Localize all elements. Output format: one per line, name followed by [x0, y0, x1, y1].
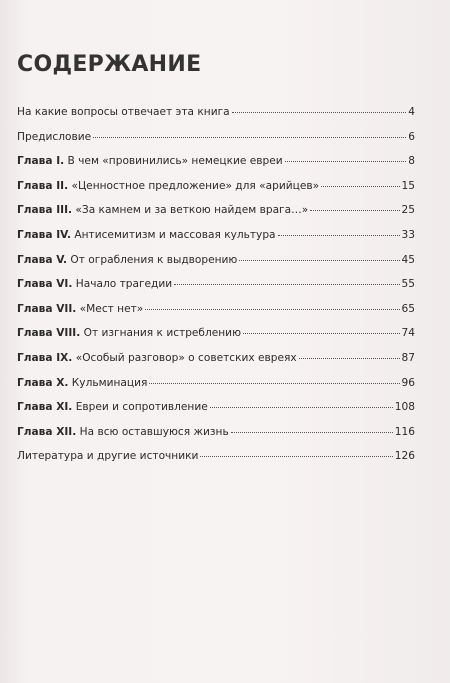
page-number: 6	[408, 130, 415, 143]
chapter-title: Евреи и сопротивление	[72, 401, 208, 414]
chapter-title: «Особый разговор» о советских евреях	[72, 351, 297, 364]
toc-entry	[17, 278, 415, 303]
page-number: 87	[401, 351, 415, 364]
page-number: 74	[401, 327, 415, 340]
chapter-title: В чем «провинились» немецкие евреи	[64, 155, 283, 168]
toc-entry	[17, 401, 415, 426]
chapter-number: Глава VIII.	[17, 327, 81, 340]
chapter-title: «Ценностное предложение» для «арийцев»	[68, 179, 320, 192]
dot-leader	[174, 284, 399, 285]
toc-entry-text	[17, 229, 276, 241]
page-number: 55	[401, 278, 415, 291]
toc-entry-text	[17, 352, 297, 364]
toc-entry-text	[17, 327, 241, 339]
dot-leader	[200, 456, 392, 457]
chapter-number: Глава III.	[17, 204, 73, 217]
chapter-title: На какие вопросы отвечает эта книга	[17, 106, 230, 118]
chapter-number: Глава XII.	[17, 425, 77, 438]
toc-entry	[17, 327, 415, 352]
toc-entry	[17, 303, 415, 328]
dot-leader	[232, 112, 407, 113]
chapter-number: Глава IV.	[17, 228, 71, 241]
toc-entry	[17, 155, 415, 180]
dot-leader	[299, 358, 400, 359]
toc-entry	[17, 352, 415, 377]
chapter-title: Предисловие	[17, 130, 92, 143]
dot-leader	[310, 210, 399, 211]
toc-entry-text	[17, 155, 283, 167]
page-number: 4	[408, 106, 415, 118]
chapter-number: Глава V.	[17, 253, 68, 266]
dot-leader	[210, 407, 393, 408]
page-number: 25	[401, 204, 415, 217]
toc-entry	[17, 377, 415, 402]
toc-entry	[17, 426, 415, 451]
toc-entry-text	[17, 450, 198, 462]
chapter-title: Антисемитизм и массовая культура	[71, 228, 276, 241]
toc-entry-text	[17, 377, 147, 389]
toc-entry	[17, 254, 415, 279]
chapter-title: От изгнания к истреблению	[80, 327, 241, 340]
dot-leader	[231, 432, 393, 433]
chapter-number: Глава I.	[17, 155, 65, 168]
toc-entry-text	[17, 426, 229, 438]
toc-entry-text	[17, 180, 319, 192]
chapter-title: Кульминация	[68, 376, 148, 389]
toc-entry	[17, 229, 415, 254]
page-number: 116	[394, 425, 415, 438]
dot-leader	[239, 260, 399, 261]
chapter-number: Глава XI.	[17, 401, 73, 414]
toc-entry-text	[17, 401, 208, 413]
dot-leader	[321, 186, 399, 187]
toc-entry-text	[17, 278, 172, 290]
chapter-number: Глава VI.	[17, 278, 73, 291]
page-number: 45	[401, 253, 415, 266]
chapter-title: На всю оставшуюся жизнь	[76, 425, 229, 438]
chapter-title: «За камнем и за веткою найдем врага…»	[72, 204, 309, 217]
dot-leader	[93, 137, 406, 138]
dot-leader	[243, 333, 400, 334]
chapter-number: Глава X.	[17, 376, 69, 389]
toc-entry-text	[17, 303, 143, 315]
dot-leader	[145, 309, 399, 310]
page-number: 96	[401, 376, 415, 389]
toc-entry	[17, 106, 415, 131]
toc-entry	[17, 204, 415, 229]
contents-heading: СОДЕРЖАНИЕ	[17, 52, 202, 77]
chapter-number: Глава VII.	[17, 302, 77, 315]
chapter-number: Глава IX.	[17, 351, 73, 364]
page-number: 15	[401, 179, 415, 192]
dot-leader	[285, 161, 407, 162]
table-of-contents	[17, 106, 415, 475]
page-number: 126	[394, 450, 415, 463]
page-number: 108	[394, 401, 415, 414]
chapter-title: «Мест нет»	[76, 302, 144, 315]
toc-entry-text	[17, 254, 237, 266]
dot-leader	[278, 235, 400, 236]
chapter-title: Начало трагедии	[72, 278, 173, 291]
toc-entry-text	[17, 204, 308, 216]
page-number: 65	[401, 302, 415, 315]
chapter-number: Глава II.	[17, 179, 69, 192]
toc-entry	[17, 180, 415, 205]
page-number: 8	[408, 155, 415, 168]
chapter-title: От ограбления к выдворению	[67, 253, 238, 266]
page-number: 33	[401, 228, 415, 241]
chapter-title: Литература и другие источники	[17, 450, 199, 463]
toc-entry	[17, 131, 415, 156]
dot-leader	[149, 383, 399, 384]
toc-entry-text	[17, 106, 230, 118]
toc-entry-text	[17, 131, 91, 143]
toc-entry	[17, 450, 415, 475]
